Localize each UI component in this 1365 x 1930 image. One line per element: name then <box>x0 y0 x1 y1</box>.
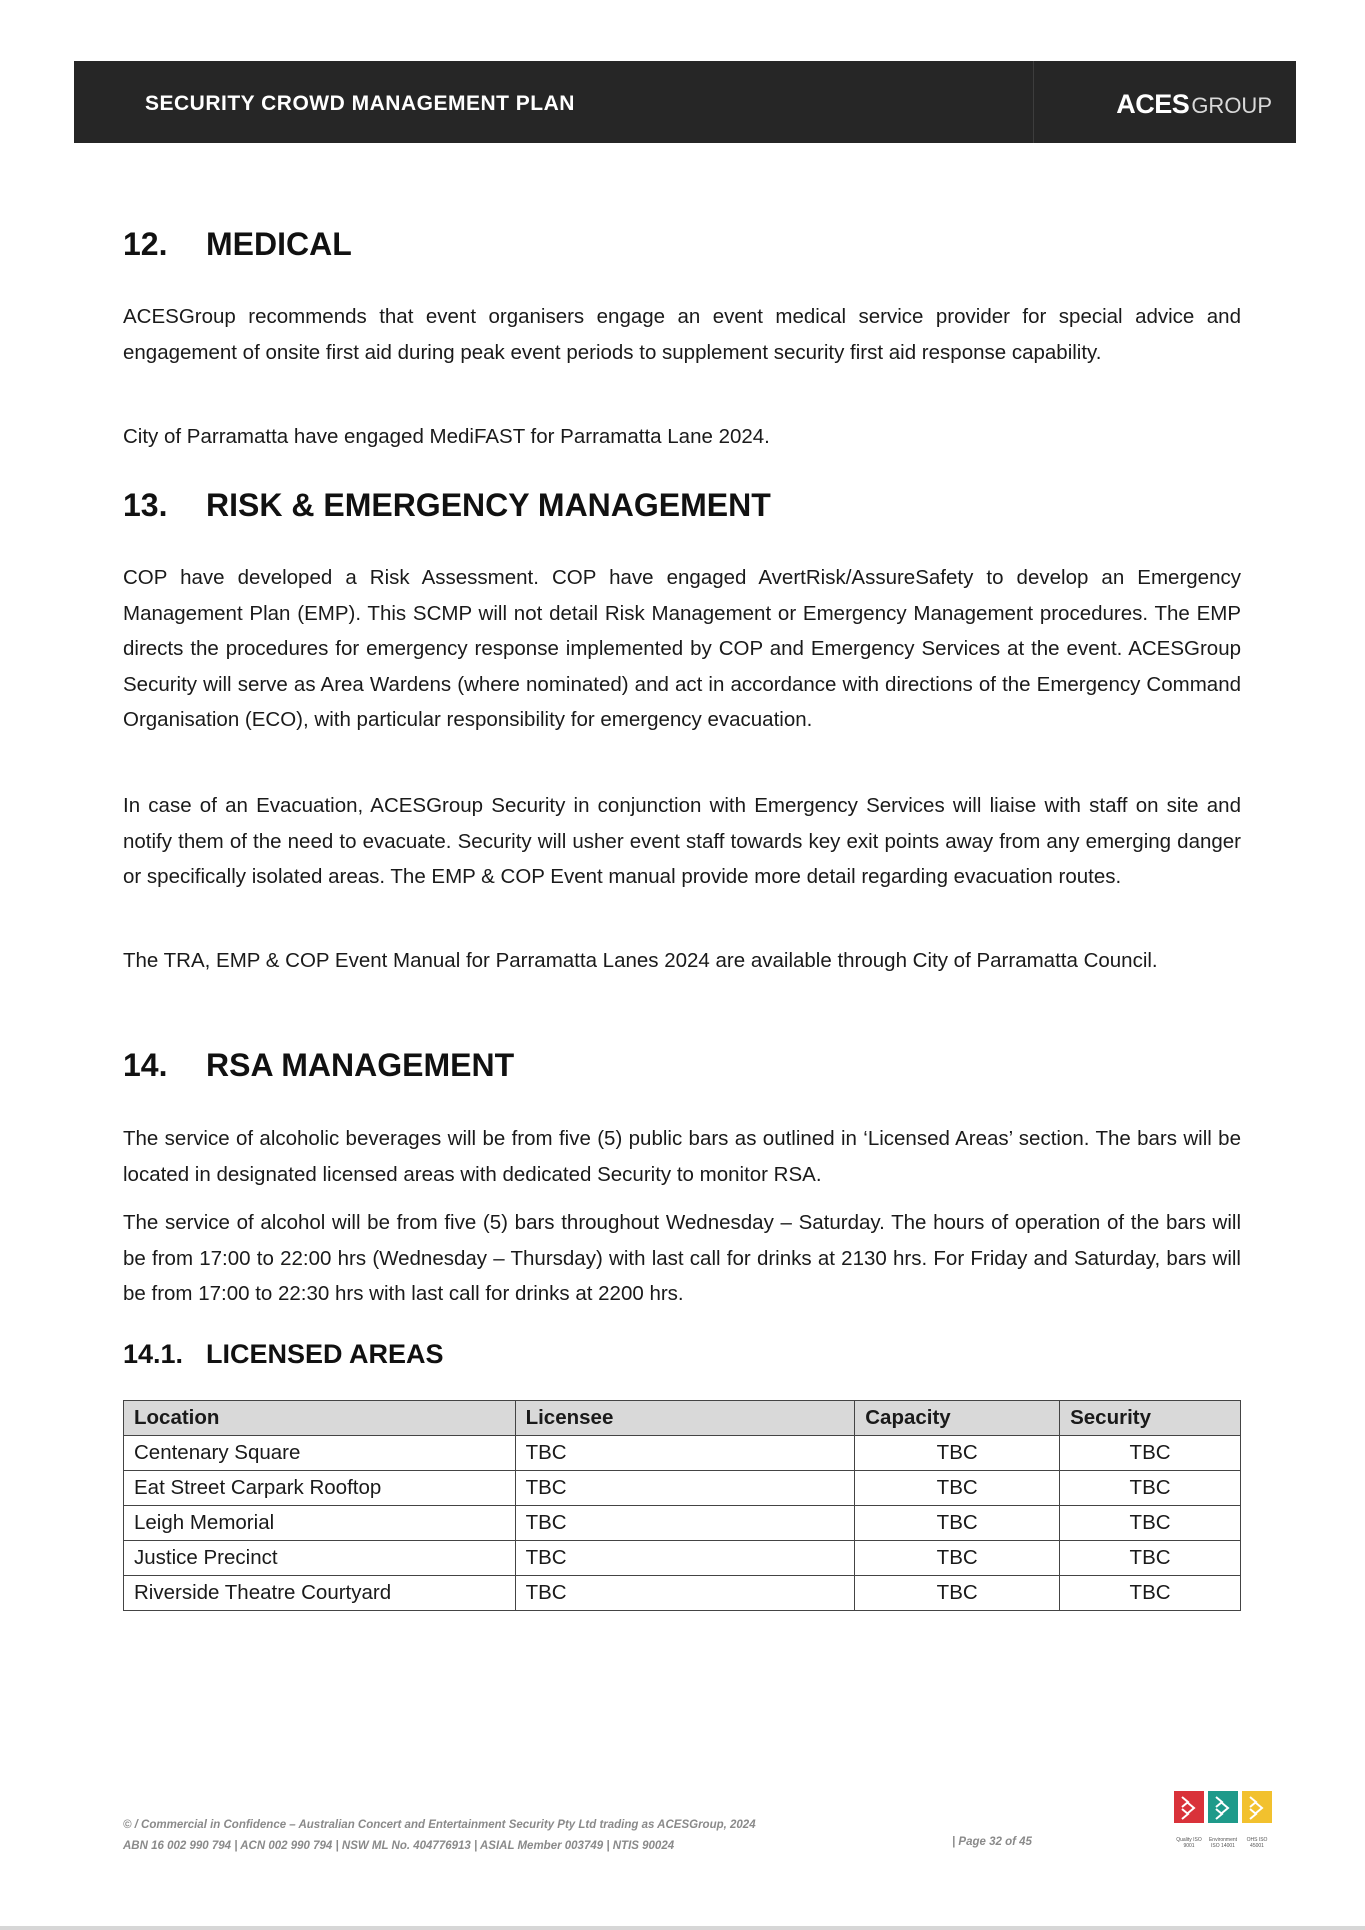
header-title: SECURITY CROWD MANAGEMENT PLAN <box>145 92 575 115</box>
table-cell: TBC <box>1060 1576 1241 1611</box>
section-number: 13. <box>123 487 168 523</box>
table-header-row <box>124 1401 1241 1436</box>
table-cell: Leigh Memorial <box>124 1506 516 1541</box>
section-13-paragraph-2: In case of an Evacuation, ACESGroup Security in conjunction with Emergency Services will liaise with staff on site and notify them of the need to evacuate. Security will usher event staff towards key exit points away from any emerging danger or specifically isolated areas. The EMP & COP Event manual provide more detail regarding evacuation routes. <box>123 794 1241 888</box>
table-cell: Riverside Theatre Courtyard <box>124 1576 516 1611</box>
subsection-number: 14.1. <box>123 1339 184 1369</box>
logo-strong-text: ACES <box>1116 89 1190 119</box>
footer-legal <box>123 1815 756 1857</box>
quality-cert-badge <box>1174 1791 1204 1849</box>
footer-registration: ABN 16 002 990 794 | ACN 002 990 794 | NSW ML No. 404776913 | ASIAL Member 003749 | NTIS 90024 <box>123 1840 675 1852</box>
subsection-title: LICENSED AREAS <box>206 1339 444 1369</box>
section-13-heading <box>123 487 771 524</box>
logo-light-text: GROUP <box>1191 93 1272 118</box>
table-cell: TBC <box>515 1506 855 1541</box>
section-12-paragraph-1: ACESGroup recommends that event organisers engage an event medical service provider for special advice and engagement of onsite first aid during peak event periods to supplement security first aid response capability. <box>123 305 1241 364</box>
section-14-1-heading <box>123 1339 444 1370</box>
cert-caption: OHS ISO 45001 <box>1246 1837 1268 1849</box>
environment-cert-badge <box>1208 1791 1238 1849</box>
table-cell: Justice Precinct <box>124 1541 516 1576</box>
ohs-cert-badge <box>1242 1791 1272 1849</box>
column-header: Security <box>1060 1401 1241 1436</box>
table-cell: TBC <box>515 1471 855 1506</box>
table-cell: Eat Street Carpark Rooftop <box>124 1471 516 1506</box>
ohs-cert-icon <box>1242 1791 1272 1835</box>
table-cell: TBC <box>515 1541 855 1576</box>
footer-copyright: © / Commercial in Confidence – Australian Concert and Entertainment Security Pty Ltd trading as ACESGroup, 2024 <box>123 1819 756 1831</box>
page-header <box>74 61 1296 143</box>
section-title: RISK & EMERGENCY MANAGEMENT <box>206 487 771 523</box>
aces-group-logo <box>1116 61 1272 143</box>
quality-cert-icon <box>1174 1791 1204 1835</box>
section-number: 14. <box>123 1047 168 1083</box>
page-number: | Page 32 of 45 <box>952 1836 1032 1848</box>
table-cell: TBC <box>515 1576 855 1611</box>
column-header: Capacity <box>855 1401 1060 1436</box>
table-cell: TBC <box>855 1541 1060 1576</box>
table-row <box>124 1541 1241 1576</box>
section-14-paragraph-1: The service of alcoholic beverages will be from five (5) public bars as outlined in ‘Licensed Areas’ section. The bars will be located in designated licensed areas with dedicated Security to monitor RSA. <box>123 1127 1241 1186</box>
section-14-heading <box>123 1047 514 1084</box>
cert-caption: Environment ISO 14001 <box>1208 1837 1238 1849</box>
table-cell: TBC <box>855 1471 1060 1506</box>
table-cell: TBC <box>1060 1506 1241 1541</box>
table-cell: TBC <box>1060 1471 1241 1506</box>
column-header: Location <box>124 1401 516 1436</box>
column-header: Licensee <box>515 1401 855 1436</box>
environment-cert-icon <box>1208 1791 1238 1835</box>
table-cell: TBC <box>855 1576 1060 1611</box>
section-title: MEDICAL <box>206 226 352 262</box>
table-cell: TBC <box>515 1436 855 1471</box>
table-cell: TBC <box>1060 1541 1241 1576</box>
section-title: RSA MANAGEMENT <box>206 1047 515 1083</box>
licensed-areas-table <box>123 1400 1241 1611</box>
section-12-heading <box>123 226 352 263</box>
section-12-paragraph-2: City of Parramatta have engaged MediFAST for Parramatta Lane 2024. <box>123 425 770 448</box>
table-row <box>124 1436 1241 1471</box>
table-cell: Centenary Square <box>124 1436 516 1471</box>
table-cell: TBC <box>855 1436 1060 1471</box>
section-number: 12. <box>123 226 168 262</box>
section-13-paragraph-3: The TRA, EMP & COP Event Manual for Parramatta Lanes 2024 are available through City of Parramatta Council. <box>123 949 1158 972</box>
table-row <box>124 1471 1241 1506</box>
header-divider <box>1033 61 1034 143</box>
cert-caption: Quality ISO 9001 <box>1176 1837 1202 1849</box>
table-cell: TBC <box>855 1506 1060 1541</box>
page-bottom-border <box>0 1926 1365 1930</box>
section-14-paragraph-2: The service of alcohol will be from five (5) bars throughout Wednesday – Saturday. The hours of operation of the bars will be from 17:00 to 22:00 hrs (Wednesday – Thursday) with last call for drinks at 2130 hrs. For Friday and Saturday, bars will be from 17:00 to 22:30 hrs with last call for drinks at 2200 hrs. <box>123 1211 1241 1305</box>
table-row <box>124 1506 1241 1541</box>
table-cell: TBC <box>1060 1436 1241 1471</box>
section-13-paragraph-1: COP have developed a Risk Assessment. COP have engaged AvertRisk/AssureSafety to develop an Emergency Management Plan (EMP). This SCMP will not detail Risk Management or Emergency Management procedures. The EMP directs the procedures for emergency response implemented by COP and Emergency Services at the event. ACESGroup Security will serve as Area Wardens (where nominated) and act in accordance with directions of the Emergency Command Organisation (ECO), with particular responsibility for emergency evacuation. <box>123 566 1241 731</box>
certification-badges <box>1174 1791 1272 1849</box>
table-row <box>124 1576 1241 1611</box>
